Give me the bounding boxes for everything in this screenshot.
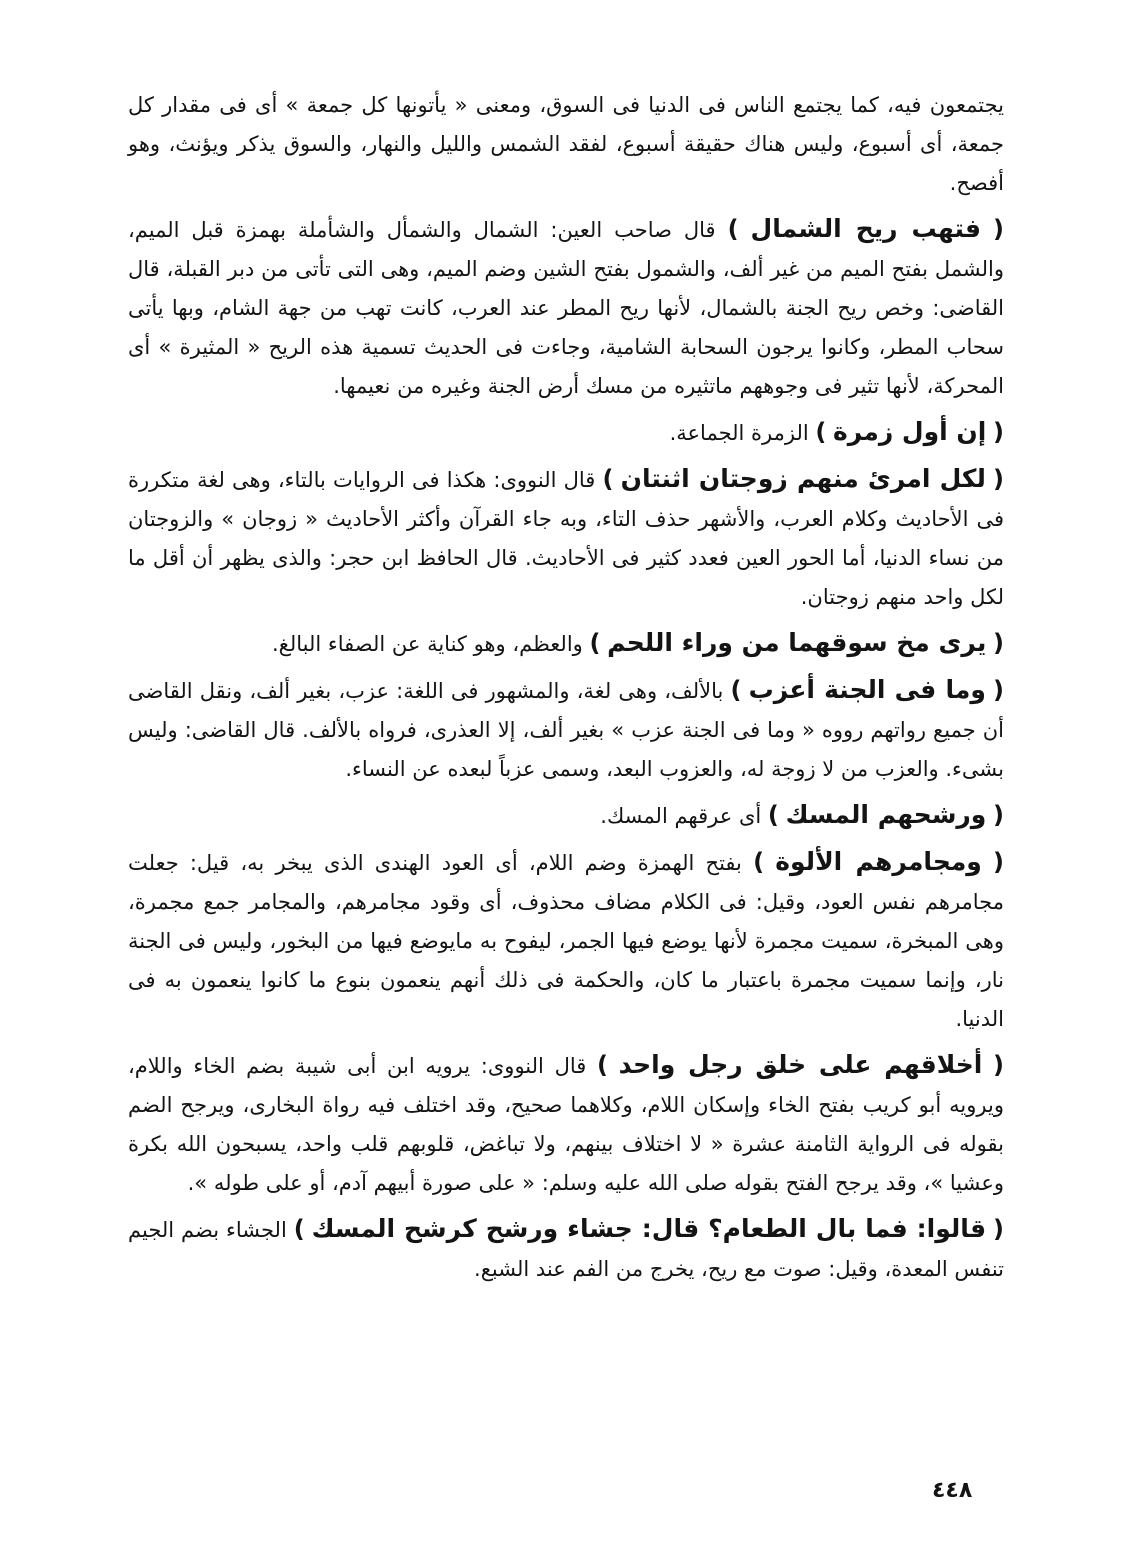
paragraph-text: بفتح الهمزة وضم اللام، أى العود الهندى الذى يبخر به، قيل: جعلت مجامرهم نفس العود، وقيل: فى الكلام مضاف محذوف، أى وقود مجامرهم، والمجامر جمع مجمرة، وهى المبخرة، سميت مجمرة لأنها يوضع فيها الجمر، ليفوح به مايوضع فيها من البخور، وليس فى الجنة نار، وإنما سميت مجمرة باعتبار ما كان، والحكمة فى ذلك أنهم ينعمون بنوع ما كانوا ينعمون به فى الدنيا. <box>128 851 1004 1031</box>
lemma-heading: لكل امرئ منهم زوجتان اثنتان <box>620 464 986 493</box>
paragraph-text: والعظم، وهو كناية عن الصفاء البالغ. <box>271 632 583 656</box>
lemma-heading: قالوا: فما بال الطعام؟ قال: جشاء ورشح كرشح المسك <box>311 1214 987 1243</box>
lemma-heading: إن أول زمرة <box>833 417 987 446</box>
paragraph-text: قال النووى: هكذا فى الروايات بالتاء، وهى لغة متكررة فى الأحاديث وكلام العرب، والأشهر حذف التاء، وبه جاء القرآن وأكثر الأحاديث « زوجان » والزوجتان من نساء الدنيا، أما الحور العين فعدد كثير فى الأحاديث. قال الحافظ ابن حجر: والذى يظهر أن أقل ما لكل واحد منهم زوجتان. <box>128 468 1004 609</box>
paragraph-censers: ( ومجامرهم الألوة ) بفتح الهمزة وضم اللام، أى العود الهندى الذى يبخر به، قيل: جعلت مجامرهم نفس العود، وقيل: فى الكلام مضاف محذوف، أى وقود مجامرهم، والمجامر جمع مجمرة، وهى المبخرة، سميت مجمرة لأنها يوضع فيها الجمر، ليفوح به مايوضع فيها من البخور، وليس فى الجنة نار، وإنما سميت مجمرة باعتبار ما كان، والحكمة فى ذلك أنهم ينعمون بنوع ما كانوا ينعمون به فى الدنيا. <box>128 847 1005 1031</box>
lemma-heading: ورشحهم المسك <box>785 800 987 829</box>
page-number: ٤٤٨ <box>932 1478 973 1503</box>
page-body <box>128 86 1004 1466</box>
lemma-heading: يرى مخ سوقهما من وراء اللحم <box>607 628 987 657</box>
paragraph-food: ( قالوا: فما بال الطعام؟ قال: جشاء ورشح كرشح المسك ) الجشاء بضم الجيم تنفس المعدة، وقيل: صوت مع ريح، يخرج من الفم عند الشبع. <box>128 1214 1004 1281</box>
paragraph-text: الجشاء بضم الجيم تنفس المعدة، وقيل: صوت مع ريح، يخرج من الفم عند الشبع. <box>128 1218 1004 1281</box>
paragraph-text: قال صاحب العين: الشمال والشمأل والشأملة بهمزة قبل الميم، والشمل بفتح الميم من غير ألف، والشمول بفتح الشين وضم الميم، وهى التى تأتى من دبر القبلة، قال القاضى: وخص ريح الجنة بالشمال، لأنها ريح المطر عند العرب، كانت تهب من جهة الشام، وبها يأتى سحاب المطر، وكانوا يرجون السحابة الشامية، وجاءت فى الحديث تسمية هذه الريح « المثيرة » أى المحركة، لأنها تثير فى وجوههم ماتثيره من مسك أرض الجنة وغيره من نعيمها. <box>128 218 1004 398</box>
paragraph-marrow: ( يرى مخ سوقهما من وراء اللحم ) والعظم، وهو كناية عن الصفاء البالغ. <box>271 628 1004 657</box>
paragraph-first-group: ( إن أول زمرة ) الزمرة الجماعة. <box>669 417 1004 446</box>
lemma-heading: فتهب ريح الشمال <box>750 214 982 243</box>
paragraph-text: أى عرقهم المسك. <box>600 804 762 828</box>
paragraph-text: بالألف، وهى لغة، والمشهور فى اللغة: عزب، بغير ألف، ونقل القاضى أن جميع رواتهم رووه « وما فى الجنة عزب » بغير ألف، إلا العذرى، فرواه بالألف. قال القاضى: وليس بشىء. والعزب من لا زوجة له، والعزوب البعد، وسمى عزباً لبعده عن النساء. <box>128 679 1004 781</box>
paragraph-unmarried: ( وما فى الجنة أعزب ) بالألف، وهى لغة، والمشهور فى اللغة: عزب، بغير ألف، ونقل القاضى أن جميع رواتهم رووه « وما فى الجنة عزب » بغير ألف، إلا العذرى، فرواه بالألف. قال القاضى: وليس بشىء. والعزب من لا زوجة له، والعزوب البعد، وسمى عزباً لبعده عن النساء. <box>128 675 1005 781</box>
paragraph-text: الزمرة الجماعة. <box>669 421 809 445</box>
paragraph-intro <box>128 86 1004 203</box>
lemma-heading: أخلاقهم على خلق رجل واحد <box>618 1050 983 1079</box>
lemma-heading: ومجامرهم الألوة <box>775 847 982 876</box>
paragraph-text: يجتمعون فيه، كما يجتمع الناس فى الدنيا فى السوق، ومعنى « يأتونها كل جمعة » أى فى مقدار كل جمعة، أى أسبوع، وليس هناك حقيقة أسبوع، لفقد الشمس والليل والنهار، والسوق يذكر ويؤنث، وهو أفصح. <box>128 93 1004 195</box>
paragraph-two-wives: ( لكل امرئ منهم زوجتان اثنتان ) قال النووى: هكذا فى الروايات بالتاء، وهى لغة متكررة فى الأحاديث وكلام العرب، والأشهر حذف التاء، وبه جاء القرآن وأكثر الأحاديث « زوجان » والزوجتان من نساء الدنيا، أما الحور العين فعدد كثير فى الأحاديث. قال الحافظ ابن حجر: والذى يظهر أن أقل ما لكل واحد منهم زوجتان. <box>128 464 1004 609</box>
paragraph-shamal-wind: ( فتهب ريح الشمال ) قال صاحب العين: الشمال والشمأل والشأملة بهمزة قبل الميم، والشمل بفتح الميم من غير ألف، والشمول بفتح الشين وضم الميم، وهى التى تأتى من دبر القبلة، قال القاضى: وخص ريح الجنة بالشمال، لأنها ريح المطر عند العرب، كانت تهب من جهة الشام، وبها يأتى سحاب المطر، وكانوا يرجون السحابة الشامية، وجاءت فى الحديث تسمية هذه الريح « المثيرة » أى المحركة، لأنها تثير فى وجوههم ماتثيره من مسك أرض الجنة وغيره من نعيمها. <box>128 214 1004 398</box>
paragraph-sweat: ( ورشحهم المسك ) أى عرقهم المسك. <box>600 800 1004 829</box>
lemma-heading: وما فى الجنة أعزب <box>748 675 986 704</box>
paragraph-text: قال النووى: يرويه ابن أبى شيبة بضم الخاء واللام، ويرويه أبو كريب بفتح الخاء وإسكان اللام، وكلاهما صحيح، وقد اختلف فيه رواة البخارى، ويرجح الضم بقوله فى الرواية الثامنة عشرة « لا اختلاف بينهم، ولا تباغض، قلوبهم قلب واحد، يسبحون الله بكرة وعشيا »، وقد يرجح الفتح بقوله صلى الله عليه وسلم: « على صورة أبيهم آدم، أو على طوله ». <box>128 1054 1004 1195</box>
paragraph-character: ( أخلاقهم على خلق رجل واحد ) قال النووى: يرويه ابن أبى شيبة بضم الخاء واللام، ويرويه أبو كريب بفتح الخاء وإسكان اللام، وكلاهما صحيح، وقد اختلف فيه رواة البخارى، ويرجح الضم بقوله فى الرواية الثامنة عشرة « لا اختلاف بينهم، ولا تباغض، قلوبهم قلب واحد، يسبحون الله بكرة وعشيا »، وقد يرجح الفتح بقوله صلى الله عليه وسلم: « على صورة أبيهم آدم، أو على طوله ». <box>128 1050 1004 1195</box>
